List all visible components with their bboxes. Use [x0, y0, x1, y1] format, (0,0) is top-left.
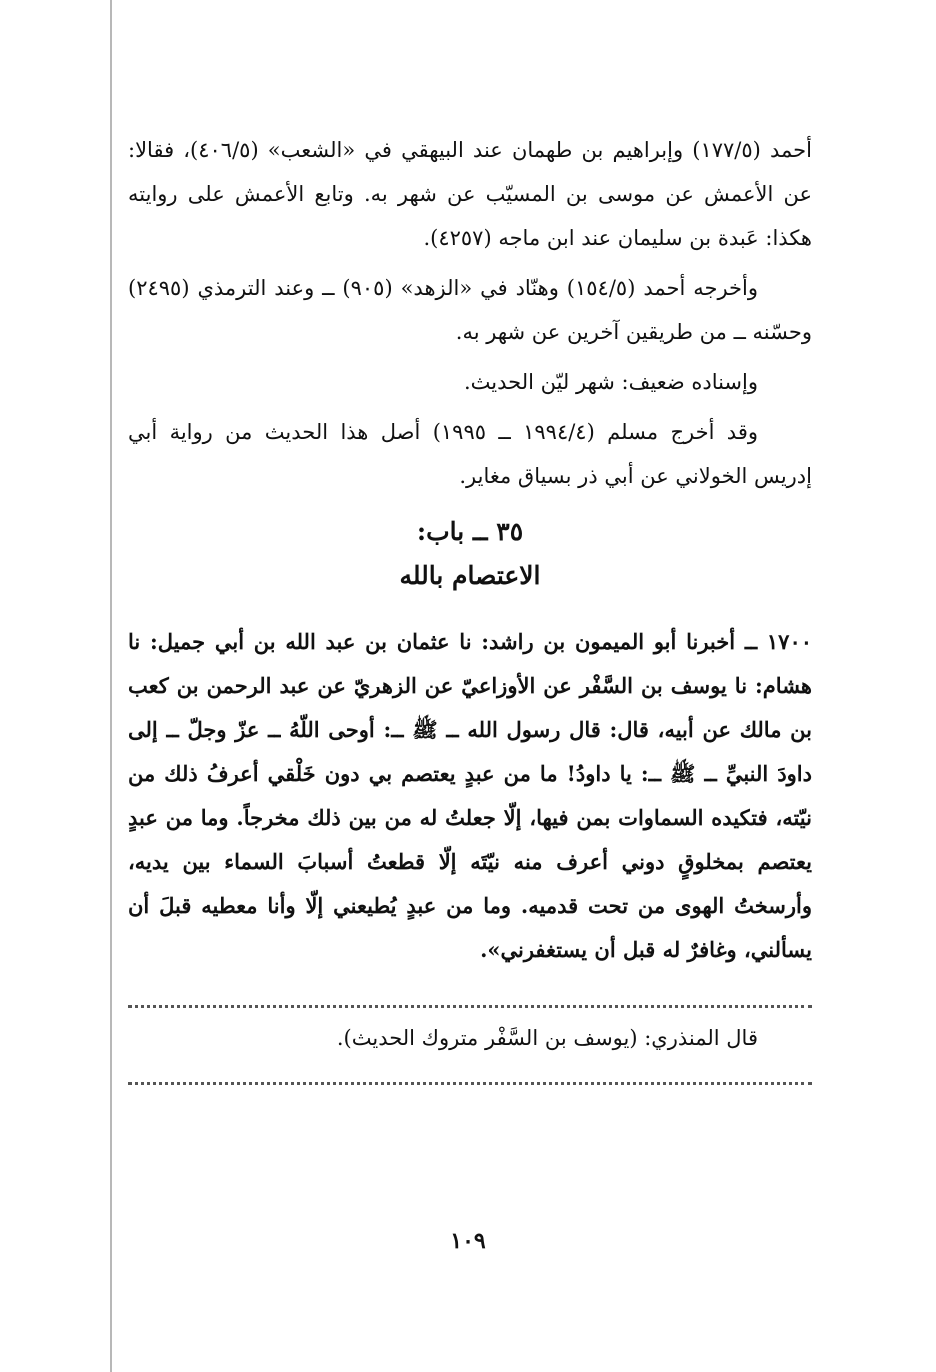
footnote: قال المنذري: (يوسف بن السَّفْر متروك الحديث). [336, 1026, 758, 1050]
chapter-title: الاعتصام بالله [399, 561, 541, 590]
hadith-text-block [128, 620, 812, 972]
paragraph-continuation: أحمد (١٧٧/٥) وإبراهيم بن طهمان عند البيهقي في «الشعب» (٤٠٦/٥)، فقالا: عن الأعمش عن موسى بن المسيّب عن شهر به. وتابع الأعمش على روايته هكذا: عَبدة بن سليمان عند ابن ماجه (٤٢٥٧). [128, 138, 812, 250]
paragraph-takhrij: وأخرجه أحمد (١٥٤/٥) وهنّاد في «الزهد» (٩٠٥) ــ وعند الترمذي (٢٤٩٥) وحسّنه ــ من طريقين آخرين عن شهر به. [128, 276, 812, 344]
page-content [128, 128, 812, 1085]
paragraph-isnad-grade: وإسناده ضعيف: شهر ليّن الحديث. [463, 370, 758, 394]
page-number: ١٠٩ [450, 1228, 486, 1254]
hadith-text: أخبرنا أبو الميمون بن راشد: نا عثمان بن عبد الله بن أبي جميل: نا هشام: نا يوسف بن السَّفْر عن الأوزاعيّ عن الزهريّ عن عبد الرحمن بن كعب بن مالك عن أبيه، قال: قال رسول الله ــ ﷺ ــ: أوحى اللّهُ ــ عزّ وجلّ ــ إلى داودَ النبيِّ ــ ﷺ ــ: يا داودُ! ما من عبدٍ يعتصم بي دون خَلْقي أعرفُ ذلك من نيّته، فتكيده السماوات بمن فيها، إلّا جعلتُ له من بين ذلك مخرجاً. وما من عبدٍ يعتصم بمخلوقٍ دوني أعرف منه نيّتَه إلّا قطعتُ أسبابَ السماء بين يديه، وأرسختُ الهوى من تحت قدميه. وما من عبدٍ يُطيعني إلّا وأنا معطيه قبلَ أن يسألني، وغافرٌ له قبل أن يستغفرني». [128, 629, 812, 962]
dotted-separator-bottom [128, 1070, 812, 1085]
hadith-number: ١٧٠٠ ــ [744, 629, 813, 654]
margin-rule [110, 0, 112, 1372]
dotted-separator-top [128, 993, 812, 1008]
chapter-heading [128, 510, 812, 598]
chapter-number: ٣٥ ــ باب: [416, 517, 524, 546]
paragraph-muslim: وقد أخرج مسلم (١٩٩٤/٤ ــ ١٩٩٥) أصل هذا الحديث من رواية أبي إدريس الخولاني عن أبي ذر بسياق مغاير. [128, 420, 812, 488]
